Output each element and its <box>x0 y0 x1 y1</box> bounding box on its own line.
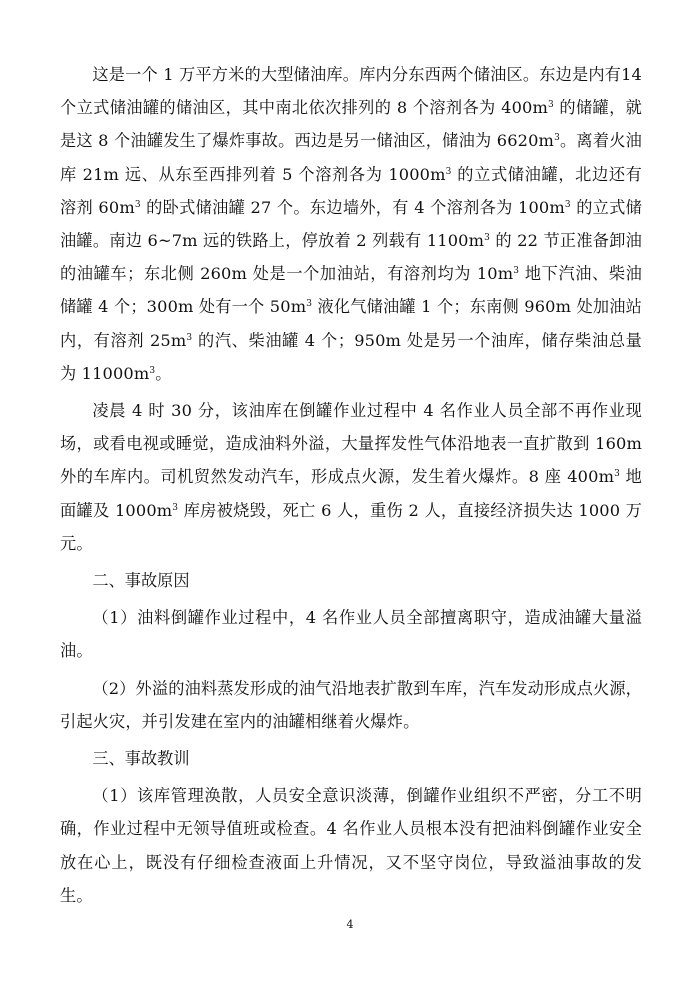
paragraph-lesson-1: （1）该库管理涣散，人员安全意识淡薄，倒罐作业组织不严密，分工不明确，作业过程中无领导值班或检查。4 名作业人员根本没有把油料倒罐作业安全放在心上，既没有仔细检查液面上升情况，又不坚守岗位，导致溢油事故的发生。 <box>60 786 642 905</box>
text-run: 库房被烧毁，死亡 6 人，重伤 2 人，直接经济损失达 1000 万元。 <box>60 500 643 553</box>
document-body <box>60 58 642 912</box>
superscript-cubic: 3 <box>614 469 620 480</box>
text-run: 地面罐及 1000m <box>60 467 643 520</box>
superscript-cubic: 3 <box>564 199 571 210</box>
text-run: 的立式储油罐，北边还有溶剂 60m <box>60 164 642 217</box>
paragraph-cause-2: （2）外溢的油料蒸发形成的油气沿地表扩散到车库，汽车发动形成点火源，引起火灾，并引发建在室内的油罐相继着火爆炸。 <box>60 678 642 731</box>
superscript-cubic: 3 <box>554 133 560 144</box>
text-run: 的 22 节正准备卸油的油罐车；东北侧 260m 处是一个加油站，有溶剂均为 10m <box>60 231 642 284</box>
text-run: 这是一个 1 万平方米的大型储油库。库内分东西两个储油区。东边是内有14 个立式储油罐的储油区，其中南北依次排列的 8 个溶剂各为 400m <box>60 65 642 118</box>
superscript-cubic: 3 <box>513 266 520 277</box>
text-run: 的汽、柴油罐 4 个；950m 处是另一个油库，储存柴油总量为 11000m <box>60 330 642 383</box>
superscript-cubic: 3 <box>306 299 313 310</box>
text-run: 凌晨 4 时 30 分，该油库在倒罐作业过程中 4 名作业人员全部不再作业现场，或看电视或睡觉，造成油料外溢，大量挥发性气体沿地表一直扩散到 160m 外的车库内。司机贸然发动汽车，形成点火源，发生着火爆炸。8 座 400m <box>60 401 642 487</box>
text-run: 地下汽油、柴油储罐 4 个；300m 处有一个 50m <box>60 264 642 317</box>
section-heading-lessons: 三、事故教训 <box>92 749 190 769</box>
superscript-cubic: 3 <box>149 365 156 376</box>
superscript-cubic: 3 <box>445 166 452 177</box>
superscript-cubic: 3 <box>134 199 141 210</box>
paragraph-accident-description <box>60 394 642 560</box>
text-run: 液化气储油罐 1 个；东南侧 960m 处加油站内，有溶剂 25m <box>60 297 642 350</box>
superscript-cubic: 3 <box>172 502 179 513</box>
text-run: 的卧式储油罐 27 个。东边墙外，有 4 个溶剂各为 100m <box>140 197 565 217</box>
superscript-cubic: 3 <box>547 100 554 111</box>
paragraph-cause-1: （1）油料倒罐作业过程中，4 名作业人员全部擅离职守，造成油罐大量溢油。 <box>60 608 642 661</box>
section-heading-causes: 二、事故原因 <box>92 571 190 591</box>
superscript-cubic: 3 <box>484 233 490 244</box>
text-run: 的储罐，就是这 8 个油罐发生了爆炸事故。西边是另一储油区，储油为 6620m <box>60 98 642 151</box>
text-run: 。 <box>155 363 172 383</box>
text-run: 。离着火油库 21m 远、从东至西排列着 5 个溶剂各为 1000m <box>60 131 642 184</box>
text-run: 的立式储油罐。南边 6~7m 远的铁路上，停放着 2 列载有 1100m <box>60 197 642 251</box>
paragraph-depot-description <box>60 58 642 390</box>
page-number: 4 <box>346 918 354 931</box>
superscript-cubic: 3 <box>186 332 193 343</box>
